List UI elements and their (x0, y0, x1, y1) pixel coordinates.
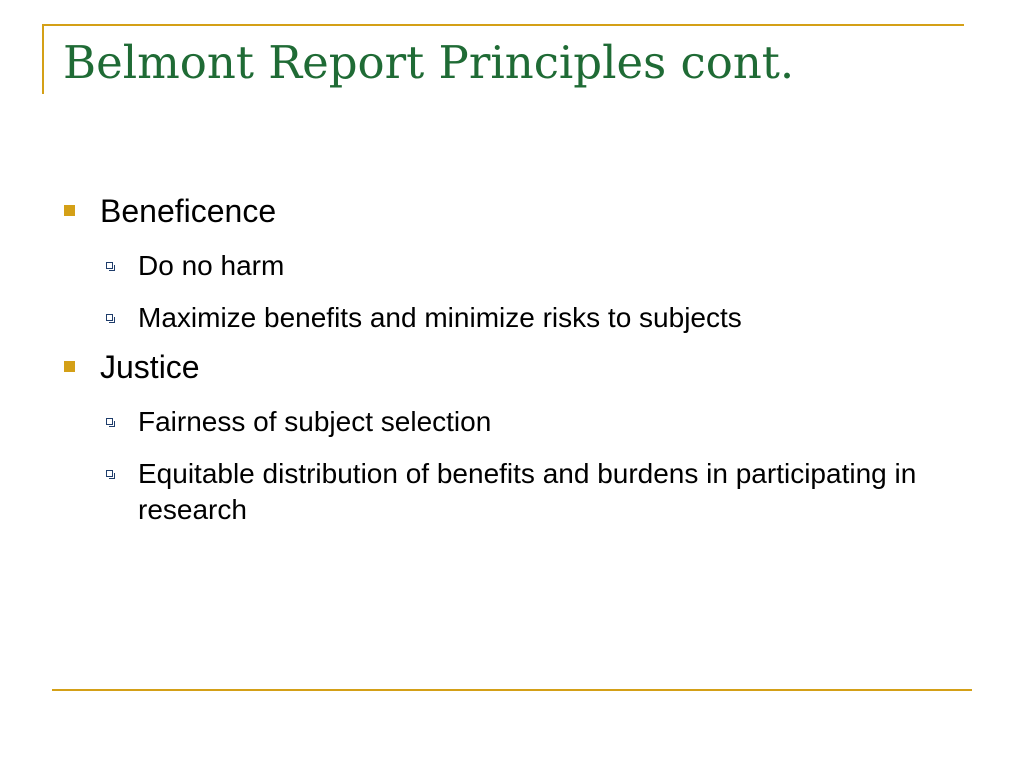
frame-top-rule (42, 24, 964, 26)
sub-bullet-text: Maximize benefits and minimize risks to subjects (138, 302, 742, 333)
sub-bullet-text: Equitable distribution of benefits and burdens in participating in research (138, 458, 917, 525)
square-bullet-icon (64, 361, 75, 372)
bullet-justice (62, 346, 962, 388)
bullet-heading: Justice (100, 349, 200, 385)
sub-bullet (62, 300, 962, 336)
hollow-square-bullet-icon (106, 262, 113, 269)
square-bullet-icon (64, 205, 75, 216)
sub-bullet (62, 404, 962, 440)
frame-left-rule (42, 24, 44, 94)
hollow-square-bullet-icon (106, 470, 113, 477)
sub-bullet (62, 248, 962, 284)
hollow-square-bullet-icon (106, 314, 113, 321)
bullet-list (62, 190, 962, 528)
sub-bullet-text: Fairness of subject selection (138, 406, 492, 437)
bullet-beneficence (62, 190, 962, 232)
hollow-square-bullet-icon (106, 418, 113, 425)
sub-bullet (62, 456, 962, 528)
footer-rule (52, 689, 972, 691)
slide-title: Belmont Report Principles cont. (63, 36, 795, 89)
bullet-heading: Beneficence (100, 193, 277, 229)
sub-bullet-text: Do no harm (138, 250, 285, 281)
